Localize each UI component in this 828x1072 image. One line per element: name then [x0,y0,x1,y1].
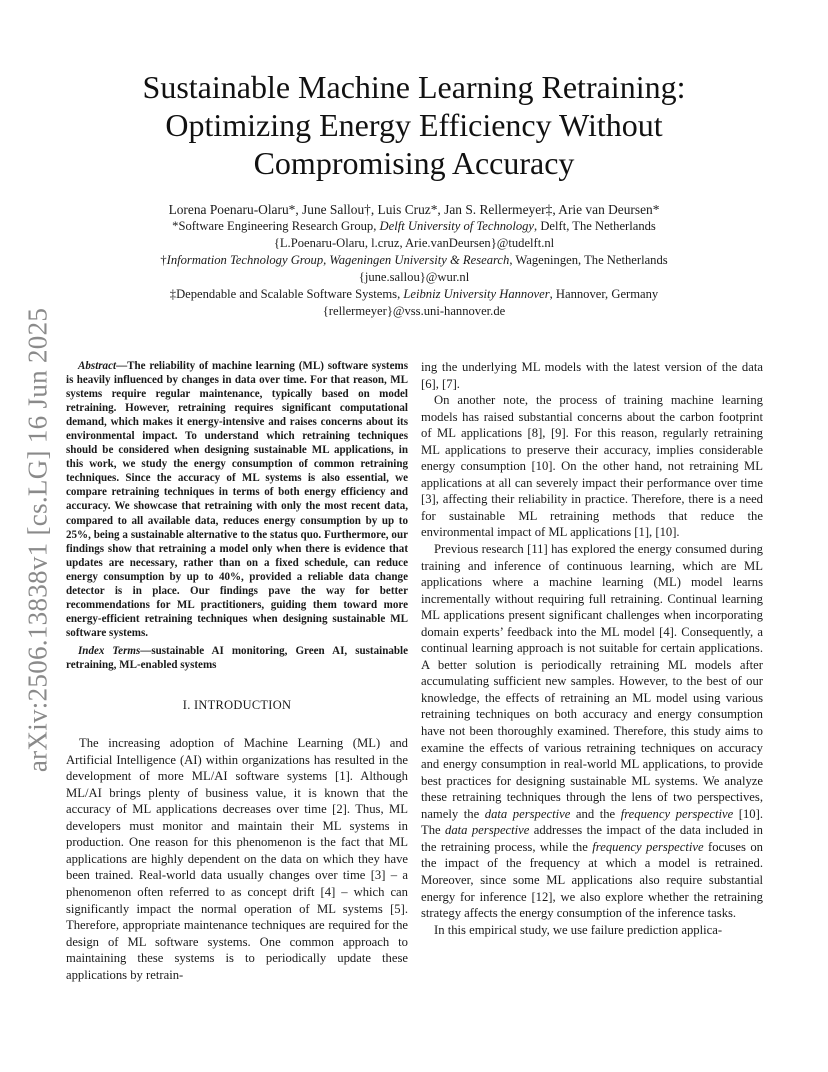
paragraph: In this empirical study, we use failure prediction applica- [434,922,723,937]
paragraph: ing the underlying ML models with the latest version of the data [6], [7]. [421,360,763,391]
paragraph: Previous research [11] has explored the energy consumed during training and inference of continuous learning, which are ML applications where a machine learning (ML) model learns incrementally without requiring full retraining. Continual learning ML applications present significant challenges when incorporating domain experts’ feedback into the ML model [4]. Consequently, a continual learning approach is not suitable for certain applications. A better solution is periodically retraining ML models after accumulating sufficient new samples. However, to the best of our knowledge, the effects of retraining an ML model using various retraining techniques on both accuracy and energy consumption have not been thoroughly examined. Therefore, this study aims to examine the effects of various retraining techniques on accuracy and energy consumption in real-world ML applications, to provide best practices for designing sustainable ML systems. We analyze these retraining techniques through the lens of two perspectives, namely the data perspective and the frequency perspective [10]. The data perspective addresses the impact of the data included in the retraining process, while the frequency perspective focuses on the impact of the frequency at which a model is retrained. Moreover, since some ML applications also require substantial energy for inference [12], we also explore whether the retraining strategy affects the energy consumption of the inference tasks. [421,542,763,921]
title-line: Compromising Accuracy [253,145,575,181]
section-heading: I. INTRODUCTION [182,698,292,713]
abstract: Abstract—The reliability of machine learning (ML) software systems is heavily influenced by changes in data over time. For that reason, ML systems require regular maintenance, typically based on model retraining. However, retraining requires significant computational demand, which makes it energy-intensive and raises concerns about its environmental impact. To understand which retraining techniques should be considered when designing sustainable ML applications, in this work, we study the energy consumption of common retraining techniques. Since the accuracy of ML systems is also essential, we compare retraining techniques in terms of both energy efficiency and accuracy. We showcase that retraining with only the most recent data, compared to all available data, reduces energy consumption by up to 25%, being a sustainable alternative to the status quo. Furthermore, our findings show that retraining a model only when there is evidence that updates are necessary, rather than on a fixed schedule, can reduce energy consumption by up to 40%, provided a reliable data change detector is in place. Our findings pave the way for better recommendations for ML practitioners, guiding them toward more energy-efficient retraining techniques when designing sustainable ML software systems. [66,360,408,639]
affiliation-3: ‡Dependable and Scalable Software Systems, Leibniz University Hannover, Hannover, Germany {rellermeyer}@vss.uni-hannover.de [60,286,768,319]
intro-paragraph: The increasing adoption of Machine Learning (ML) and Artificial Intelligence (AI) within organizations has resulted in the development of more ML/AI software systems [1]. Although ML/AI brings plenty of business value, it is known that the accuracy of ML applications decreases over time [2]. Thus, ML developers must monitor and maintain their ML systems in production. One reason for this phenomenon is the fact that ML applications are highly dependent on the data on which they have been trained. Real-world data usually changes over time [3] – a phenomenon often referred to as concept drift [4] – which can significantly impact the normal operation of ML systems [5]. Therefore, appropriate maintenance techniques are required for the design of ML software systems. One common approach to maintaining these systems is to periodically update these applications by retrain- [66,736,408,982]
affiliation-2: †Information Technology Group, Wageningen University & Research, Wageningen, The Netherlands {june.sallou}@wur.nl [60,252,768,285]
affiliation-email: {june.sallou}@wur.nl [358,269,470,284]
author-list: Lorena Poenaru-Olaru*, June Sallou†, Luis Cruz*, Jan S. Rellermeyer‡, Arie van Deursen* [168,202,660,217]
index-terms: Index Terms—sustainable AI monitoring, Green AI, sustainable retraining, ML-enabled systems [66,644,408,671]
affiliation-1: *Software Engineering Research Group, Delft University of Technology, Delft, The Netherlands {L.Poenaru-Olaru, l.cruz, Arie.vanDeursen}@tudelft.nl [60,218,768,251]
paper-title [60,68,768,182]
right-column [421,359,763,938]
arxiv-identifier: arXiv:2506.13838v1 [cs.LG] 16 Jun 2025 [22,307,53,773]
left-column [66,359,408,983]
paragraph: On another note, the process of training machine learning models has raised substantial concerns about the carbon footprint of ML applications [8], [9]. For this reason, regularly retraining ML applications to preserve their accuracy, implies considerable energy consumption [10]. On the other hand, not retraining ML applications at all can severely impact their performance over time [3], affecting their reliability in practice. Therefore, there is a need for sustainable ML retraining methods that reduce the environmental impact of ML applications [1], [10]. [421,393,763,540]
affiliation-email: {L.Poenaru-Olaru, l.cruz, Arie.vanDeursen}@tudelft.nl [273,235,555,250]
affiliation-email: {rellermeyer}@vss.uni-hannover.de [322,303,506,318]
title-line: Optimizing Energy Efficiency Without [165,107,663,143]
title-line: Sustainable Machine Learning Retraining: [142,69,686,105]
